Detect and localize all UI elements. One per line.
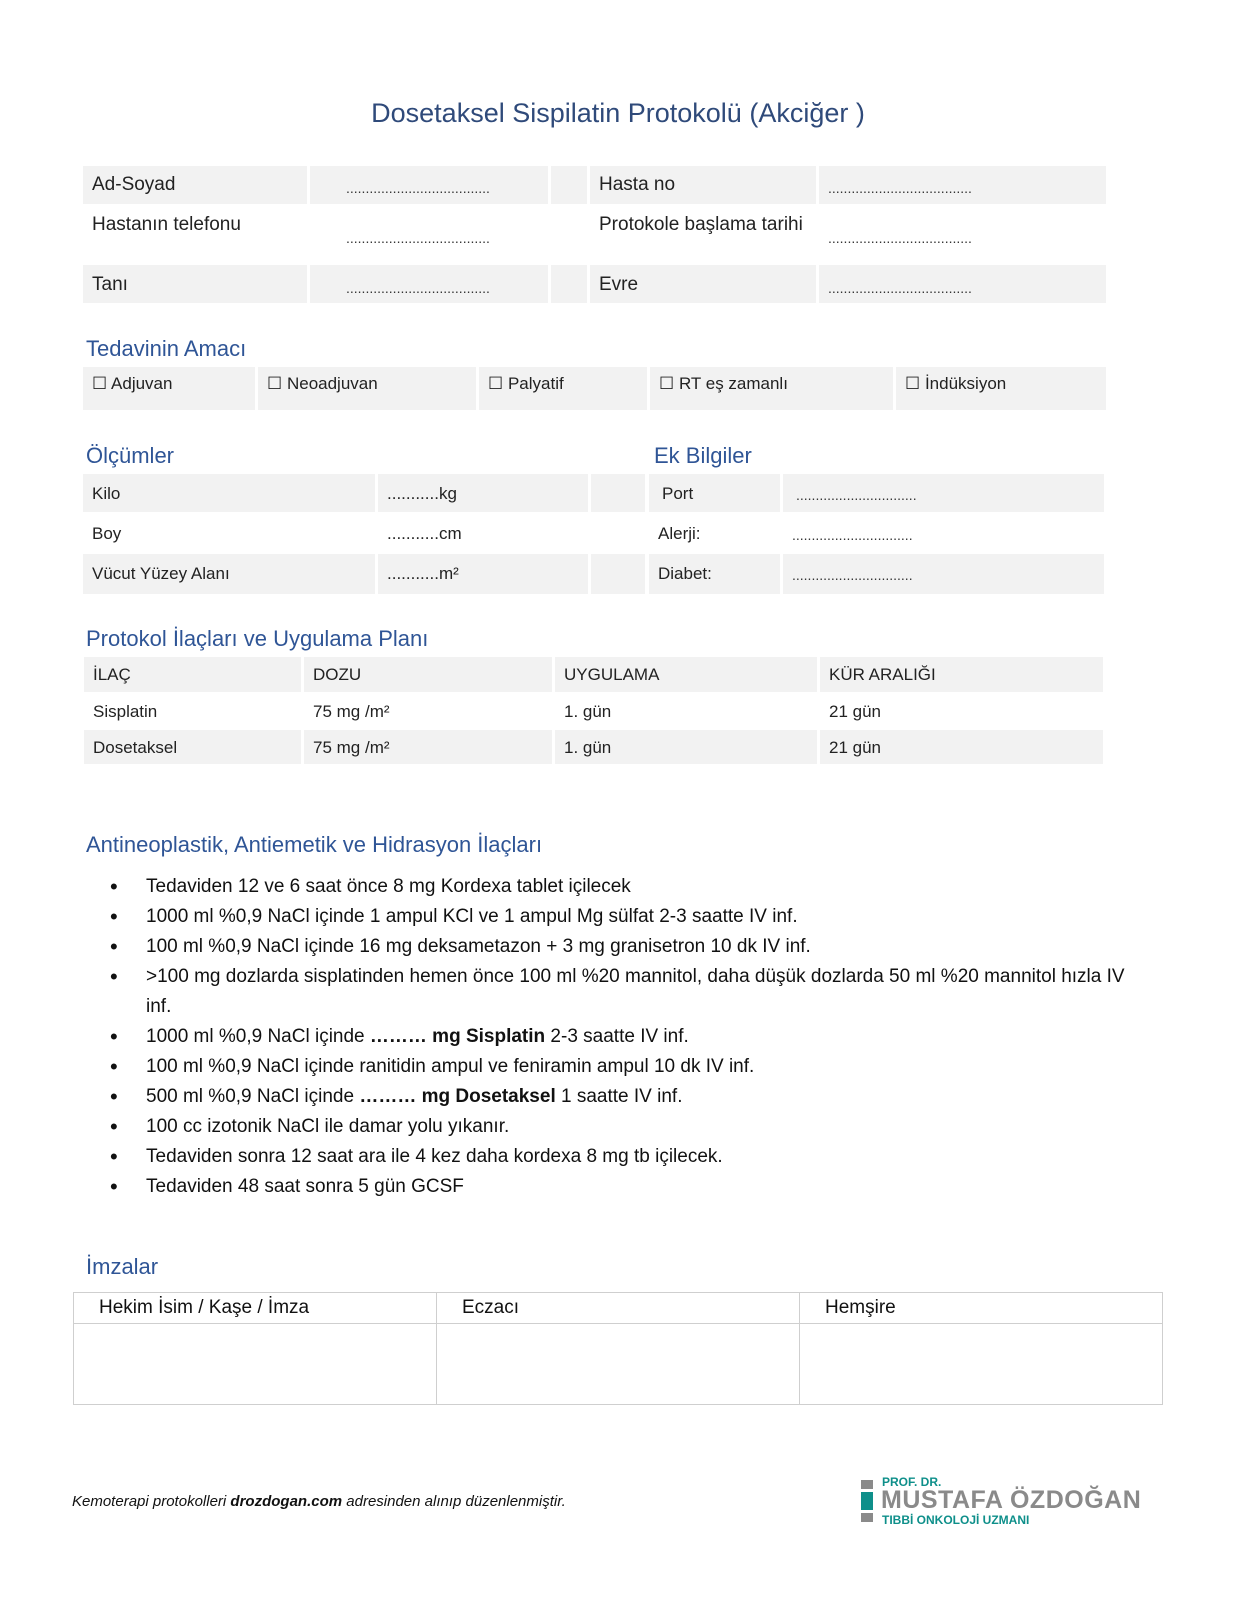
- stage-label: Evre: [599, 274, 639, 295]
- start-date-blank: .....................................: [828, 230, 972, 246]
- meds-list: [110, 872, 1130, 1202]
- signature-table: [73, 1292, 1163, 1405]
- item-text: 500 ml %0,9 NaCl içinde: [146, 1086, 360, 1107]
- item-text: 2-3 saatte IV inf.: [545, 1026, 689, 1047]
- footer-text: adresinden alınıp düzenlenmiştir.: [342, 1493, 566, 1510]
- stage-field[interactable]: [819, 265, 1106, 303]
- diagnosis-label-cell: [83, 265, 307, 303]
- logo-mark-accent: [861, 1492, 873, 1510]
- name-field[interactable]: [310, 166, 548, 204]
- list-item: [110, 1112, 1130, 1142]
- footer-note: [72, 1493, 566, 1510]
- list-item: [110, 1082, 1130, 1112]
- purpose-option-label: ☐ Neoadjuvan: [267, 374, 378, 393]
- spacer-cell: [551, 265, 587, 303]
- measurements-heading: Ölçümler: [86, 443, 175, 468]
- list-item: [110, 1142, 1130, 1172]
- purpose-option-neoadjuvan[interactable]: [258, 367, 476, 410]
- height-label-cell: [83, 514, 375, 552]
- weight-value: ...........kg: [387, 484, 457, 503]
- table-cell: [555, 730, 817, 764]
- spacer-cell: [551, 166, 587, 204]
- purpose-option-rt[interactable]: [650, 367, 893, 410]
- start-date-label: Protokole başlama tarihi: [599, 214, 803, 235]
- bsa-label: Vücut Yüzey Alanı: [92, 564, 230, 583]
- table-cell: [84, 694, 301, 728]
- item-text: Tedaviden 48 saat sonra 5 gün GCSF: [146, 1176, 464, 1197]
- drugs-col-label: İLAÇ: [93, 665, 131, 684]
- purpose-option-induksiyon[interactable]: [896, 367, 1106, 410]
- purpose-option-palyatif[interactable]: [479, 367, 647, 410]
- start-date-field[interactable]: [819, 205, 1106, 263]
- signature-box-pharmacist[interactable]: [437, 1293, 800, 1404]
- allergy-field[interactable]: [783, 514, 1104, 552]
- cell-text: 21 gün: [829, 702, 881, 721]
- table-cell: [304, 730, 552, 764]
- extra-heading: Ek Bilgiler: [654, 443, 752, 468]
- allergy-value: ...............................: [792, 527, 913, 543]
- drugs-col-header: [84, 657, 301, 692]
- meds-heading: Antineoplastik, Antiemetik ve Hidrasyon İlaçları: [86, 832, 543, 857]
- port-field[interactable]: [783, 474, 1104, 512]
- table-cell: [304, 694, 552, 728]
- logo-subtitle: TIBBİ ONKOLOJİ UZMANI: [882, 1513, 1030, 1527]
- item-text: >100 mg dozlarda sisplatinden hemen önce 100 ml %20 mannitol, daha düşük dozlarda 50 ml %20 mannitol hızla IV inf.: [146, 966, 1125, 1017]
- weight-field[interactable]: [378, 474, 588, 512]
- item-text: 1 saatte IV inf.: [555, 1086, 683, 1107]
- signature-label: Eczacı: [462, 1297, 520, 1318]
- diagnosis-label: Tanı: [92, 274, 128, 295]
- spacer-cell: [591, 554, 645, 594]
- name-label-cell: [83, 166, 307, 204]
- phone-label-cell: [83, 205, 307, 263]
- name-label: Ad-Soyad: [92, 174, 176, 195]
- table-cell: [555, 694, 817, 728]
- signature-label: Hekim İsim / Kaşe / İmza: [99, 1297, 310, 1318]
- cell-text: 21 gün: [829, 738, 881, 757]
- logo-mark-top: [861, 1480, 873, 1489]
- list-item: [110, 872, 1130, 902]
- patient-no-label-cell: [590, 166, 816, 204]
- patient-no-blank: .....................................: [828, 180, 972, 196]
- diagnosis-blank: .....................................: [346, 280, 490, 296]
- purpose-option-label: ☐ Adjuvan: [92, 374, 173, 393]
- start-date-label-cell: [590, 205, 816, 263]
- item-text: 1000 ml %0,9 NaCl içinde: [146, 1026, 370, 1047]
- table-cell: [84, 730, 301, 764]
- item-text: 100 ml %0,9 NaCl içinde ranitidin ampul ve feniramin ampul 10 dk IV inf.: [146, 1056, 755, 1077]
- cell-text: 1. gün: [564, 702, 612, 721]
- list-item: [110, 932, 1130, 962]
- height-field[interactable]: [378, 514, 588, 552]
- diabetes-field[interactable]: [783, 554, 1104, 594]
- item-text: Tedaviden 12 ve 6 saat önce 8 mg Kordexa tablet içilecek: [146, 876, 631, 897]
- table-cell: [820, 694, 1103, 728]
- port-value: ...............................: [796, 487, 917, 503]
- item-bold-text: ……… mg Dosetaksel: [359, 1086, 556, 1107]
- list-item: [110, 1052, 1130, 1082]
- footer-site-link[interactable]: drozdogan.com: [230, 1493, 343, 1510]
- drugs-col-label: KÜR ARALIĞI: [829, 665, 936, 684]
- purpose-heading: Tedavinin Amacı: [86, 336, 247, 361]
- cell-text: 1. gün: [564, 738, 612, 757]
- list-item: [110, 962, 1130, 1022]
- spacer-cell: [591, 474, 645, 512]
- drugs-heading: Protokol İlaçları ve Uygulama Planı: [86, 626, 429, 651]
- item-text: Tedaviden sonra 12 saat ara ile 4 kez daha kordexa 8 mg tb içilecek.: [146, 1146, 723, 1167]
- cell-text: Sisplatin: [93, 702, 158, 721]
- item-bold-text: ……… mg Sisplatin: [369, 1026, 546, 1047]
- table-cell: [820, 730, 1103, 764]
- diabetes-label: Diabet:: [658, 564, 712, 583]
- patient-no-field[interactable]: [819, 166, 1106, 204]
- purpose-option-adjuvan[interactable]: [83, 367, 255, 410]
- item-text: 100 cc izotonik NaCl ile damar yolu yıkanır.: [146, 1116, 510, 1137]
- patient-no-label: Hasta no: [599, 174, 676, 195]
- list-item: [110, 1022, 1130, 1052]
- list-item: [110, 902, 1130, 932]
- drugs-col-header: [555, 657, 817, 692]
- diabetes-value: ...............................: [792, 567, 913, 583]
- purpose-option-label: ☐ İndüksiyon: [905, 374, 1007, 393]
- allergy-label: Alerji:: [658, 524, 701, 543]
- page-title: Dosetaksel Sispilatin Protokolü (Akciğer ): [371, 98, 865, 128]
- signatures-heading: İmzalar: [86, 1254, 159, 1279]
- logo-mark-bottom: [861, 1513, 873, 1522]
- stage-label-cell: [590, 265, 816, 303]
- port-label-cell: [649, 474, 780, 512]
- cell-text: 75 mg /m²: [313, 702, 390, 721]
- logo-title: PROF. DR.: [882, 1475, 942, 1489]
- diagnosis-field[interactable]: [310, 265, 548, 303]
- allergy-label-cell: [649, 514, 780, 552]
- height-label: Boy: [92, 524, 122, 543]
- signature-label: Hemşire: [825, 1297, 896, 1318]
- list-item: [110, 1172, 1130, 1202]
- bsa-field[interactable]: [378, 554, 588, 594]
- bsa-value: ...........m²: [387, 564, 459, 583]
- item-text: 100 ml %0,9 NaCl içinde 16 mg deksametazon + 3 mg granisetron 10 dk IV inf.: [146, 936, 811, 957]
- drugs-col-label: UYGULAMA: [564, 665, 660, 684]
- signature-box-physician[interactable]: [74, 1293, 437, 1404]
- drugs-col-header: [304, 657, 552, 692]
- phone-field[interactable]: [310, 205, 548, 263]
- diabetes-label-cell: [649, 554, 780, 594]
- weight-label-cell: [83, 474, 375, 512]
- drugs-col-header: [820, 657, 1103, 692]
- logo-name: MUSTAFA ÖZDOĞAN: [881, 1486, 1142, 1514]
- footer-text: Kemoterapi protokolleri: [72, 1493, 231, 1510]
- cell-text: 75 mg /m²: [313, 738, 390, 757]
- purpose-option-label: ☐ Palyatif: [488, 374, 564, 393]
- bsa-label-cell: [83, 554, 375, 594]
- phone-label: Hastanın telefonu: [92, 214, 241, 235]
- phone-blank: .....................................: [346, 230, 490, 246]
- height-value: ...........cm: [387, 524, 462, 543]
- purpose-option-label: ☐ RT eş zamanlı: [659, 374, 788, 393]
- stage-blank: .....................................: [828, 280, 972, 296]
- cell-text: Dosetaksel: [93, 738, 178, 757]
- item-text: 1000 ml %0,9 NaCl içinde 1 ampul KCl ve 1 ampul Mg sülfat 2-3 saatte IV inf.: [146, 906, 798, 927]
- weight-label: Kilo: [92, 484, 121, 503]
- signature-box-nurse[interactable]: [800, 1293, 1162, 1404]
- port-label: Port: [662, 484, 694, 503]
- drugs-col-label: DOZU: [313, 665, 362, 684]
- name-blank: .....................................: [346, 180, 490, 196]
